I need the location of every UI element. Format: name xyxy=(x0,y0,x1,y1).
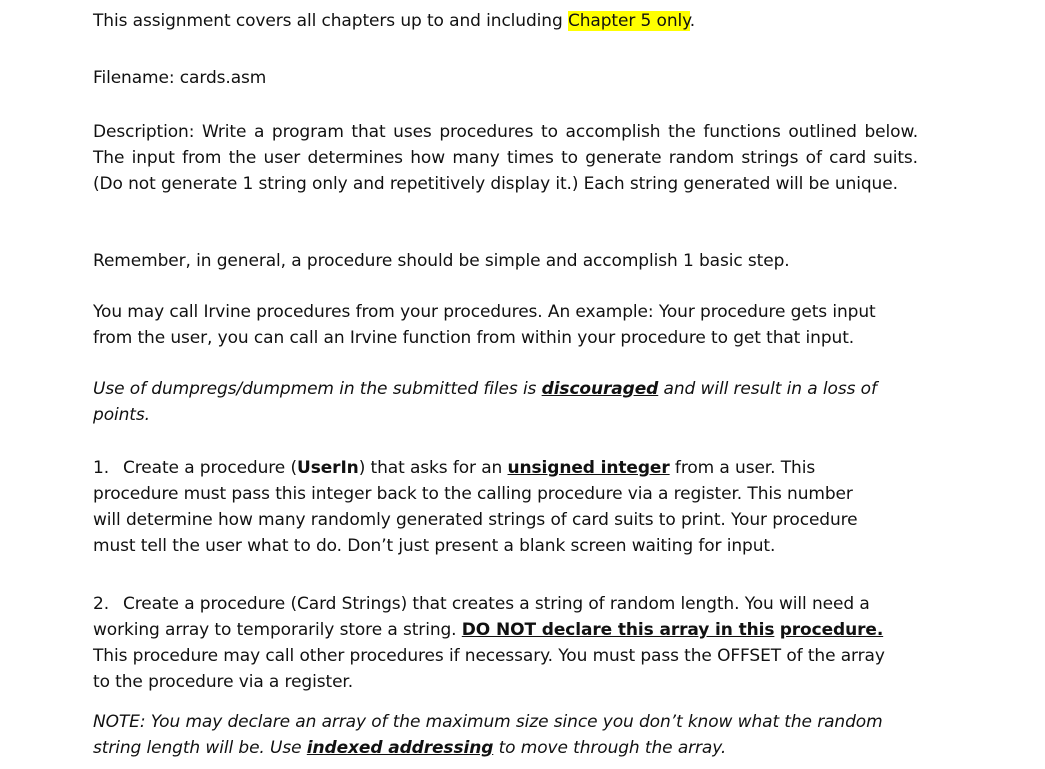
filename-line: Filename: cards.asm xyxy=(93,68,267,88)
warning-suffix: and will result in a loss of points. xyxy=(93,379,877,425)
procedure-emphasis: procedure. xyxy=(779,620,884,640)
note-suffix: to move through the array. xyxy=(493,738,727,758)
note-paragraph xyxy=(93,709,903,761)
item-1-text-b: ) that asks for an xyxy=(358,458,508,478)
item-1 xyxy=(93,455,883,559)
note-prefix: NOTE: You may declare an array of the maximum size since you don’t know what the random string length will be. Use xyxy=(93,712,883,758)
do-not-declare-emphasis: DO NOT declare this array in this xyxy=(461,620,775,640)
chapter-highlight: Chapter 5 only xyxy=(567,11,690,31)
discouraged-emphasis: discouraged xyxy=(541,379,659,399)
item-1-text-c: from a user. This procedure must pass this integer back to the calling procedure via a register. This number will determine how many randomly generated strings of card suits to print. Your procedure must tell the user what to do. Don’t just present a blank screen waiting for input. xyxy=(93,458,858,556)
intro-suffix: . xyxy=(689,11,696,31)
item-2 xyxy=(93,591,903,695)
remember-paragraph: Remember, in general, a procedure should be simple and accomplish 1 basic step. xyxy=(93,251,790,271)
unsigned-integer-emphasis: unsigned integer xyxy=(507,458,670,478)
item-2-text-a: Create a procedure (Card Strings) that creates a string of random length. You will need a working array to temporarily store a string. xyxy=(93,594,870,640)
item-2-number: 2. xyxy=(93,594,110,614)
userin-name: UserIn xyxy=(297,458,359,478)
intro-prefix: This assignment covers all chapters up to and including xyxy=(93,11,568,31)
description-paragraph: Description: Write a program that uses procedures to accomplish the functions outlined below. The input from the user determines how many times to generate random strings of card suits. (Do not generate 1 string only and repetitively display it.) Each string generated will be unique. xyxy=(93,122,918,194)
dumpregs-warning xyxy=(93,376,883,428)
intro-paragraph xyxy=(93,8,993,34)
indexed-addressing-emphasis: indexed addressing xyxy=(306,738,494,758)
item-1-text-a: Create a procedure ( xyxy=(123,458,298,478)
item-2-text-b: This procedure may call other procedures if necessary. You must pass the OFFSET of the array to the procedure via a register. xyxy=(93,646,885,692)
irvine-paragraph: You may call Irvine procedures from your procedures. An example: Your procedure gets input from the user, you can call an Irvine function from within your procedure to get that input. xyxy=(93,302,876,348)
item-1-number: 1. xyxy=(93,458,110,478)
warning-prefix: Use of dumpregs/dumpmem in the submitted files is xyxy=(93,379,542,399)
